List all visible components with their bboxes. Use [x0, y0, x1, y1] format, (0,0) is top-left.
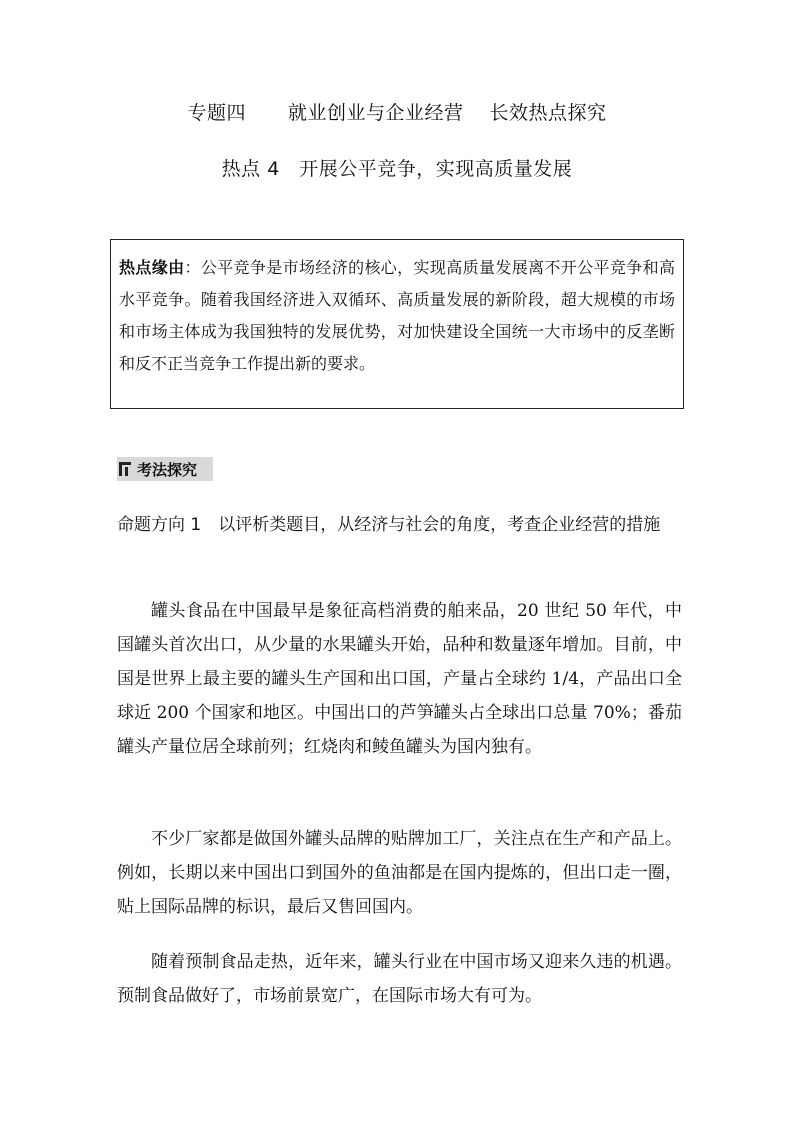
paragraph: 不少厂家都是做国外罐头品牌的贴牌加工厂，关注点在生产和产品上。例如，长期以来中国出口到国外的鱼油都是在国内提炼的，但出口走一圈，贴上国际品牌的标识，最后又售回国内。 [117, 829, 682, 917]
page-title [0, 98, 794, 125]
topic-number: 专题四 [187, 102, 246, 124]
topic-title: 就业创业与企业经营 [287, 102, 464, 124]
hotspot-title: 热点 4 开展公平竞争，实现高质量发展 [221, 158, 573, 180]
hotspot-reason-box [110, 239, 684, 409]
paragraph: 随着预制食品走热，近年来，罐头行业在中国市场又迎来久违的机遇。预制食品做好了，市场前景宽广，在国际市场大有可为。 [117, 952, 682, 1006]
section-marker-icon [119, 462, 131, 476]
section-tag-label: 考法探究 [137, 460, 198, 479]
reason-text: ：公平竞争是市场经济的核心，实现高质量发展离不开公平竞争和高水平竞争。随着我国经济进入双循环、高质量发展的新阶段，超大规模的市场和市场主体成为我国独特的发展优势，对加快建设全国统一大市场中的反垄断和反不正当竞争工作提出新的要求。 [119, 258, 675, 373]
section-tag [117, 457, 213, 481]
question-direction: 命题方向 1 以评析类题目，从经济与社会的角度，考查企业经营的措施 [117, 515, 661, 535]
topic-subtitle: 长效热点探究 [489, 102, 607, 124]
paragraph: 罐头食品在中国最早是象征高档消费的舶来品，20 世纪 50 年代，中国罐头首次出口，从少量的水果罐头开始，品种和数量逐年增加。目前，中国是世界上最主要的罐头生产国和出口国，产量占全球约 1/4，产品出口全球近 200 个国家和地区。中国出口的芦笋罐头占全球出口总量 70%；番茄罐头产量位居全球前列；红烧肉和鲮鱼罐头为国内独有。 [117, 601, 682, 757]
reason-label: 热点缘由 [119, 258, 185, 277]
